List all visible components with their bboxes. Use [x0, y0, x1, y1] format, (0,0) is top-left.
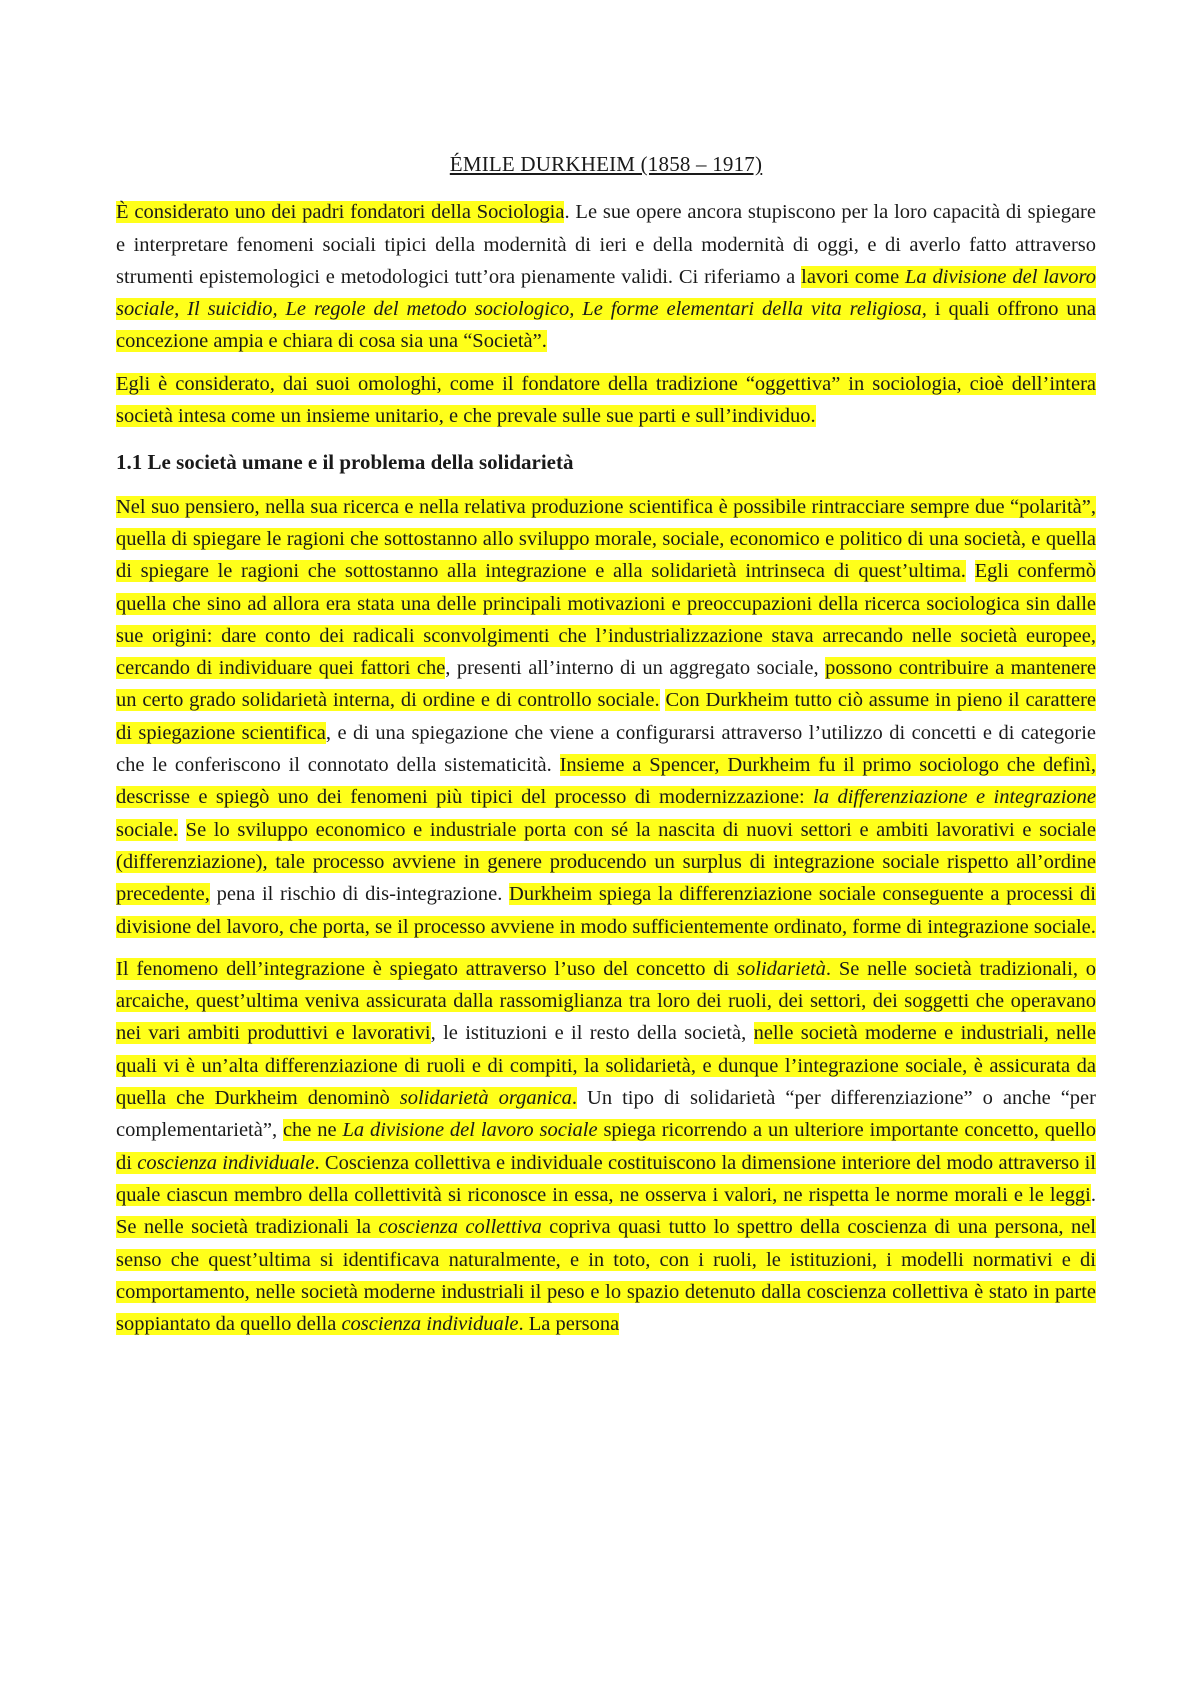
text-run — [966, 560, 975, 582]
highlighted-text: La divisione del lavoro sociale, Il suicidio, Le regole del metodo sociologico, Le forme elementari della vita religiosa, — [116, 265, 1096, 321]
text-run: , presenti all’interno di un aggregato sociale, — [445, 657, 826, 680]
highlighted-text: che ne — [282, 1119, 343, 1142]
document-body — [116, 148, 1096, 1350]
text-run — [178, 819, 186, 841]
highlighted-text: Nel suo pensiero, nella sua ricerca e nella relativa produzione scientifica è possibile rintracciare sempre due “polarità”, quella di spiegare le ragioni che sottostanno allo sviluppo morale, sociale, economico e politico di una società, e quella di spiegare le ragioni che sottostanno alla integrazione e alla solidarietà intrinseca di quest’ultima. — [116, 495, 1096, 583]
text-run: . Le sue opere ancora stupiscono per la loro capacità di spiegare e interpretare fenomeni sociali tipici della modernità di ieri e della modernità di oggi, e di averlo fatto attraverso strumenti epistemologici e metodologici tutt’ora pienamente validi. Ci riferiamo a — [116, 201, 1096, 288]
highlighted-text: i quali offrono una concezione ampia e chiara di cosa sia una “Società”. — [116, 298, 1096, 353]
text-run: Un tipo di solidarietà “per differenziazione” o anche “per complementarietà”, — [116, 1087, 1096, 1142]
text-run: , le istituzioni e il resto della società, — [430, 1022, 754, 1045]
highlighted-text: . Se nelle società tradizionali, o arcaiche, quest’ultima veniva assicurata dalla rassomiglianza tra loro dei ruoli, dei settori, dei soggetti che operavano nei vari ambiti produttivi e lavorativi — [116, 957, 1097, 1045]
highlighted-text: coscienza individuale — [341, 1313, 519, 1336]
highlighted-text: solidarietà organica — [399, 1087, 572, 1110]
highlighted-text: . La persona — [518, 1313, 620, 1336]
highlighted-text: nelle società moderne e industriali, nelle quali vi è un’alta differenziazione di ruoli e di compiti, la solidarietà, e dunque l’integrazione sociale, è assicurata da quella che Durkheim denominò — [116, 1022, 1097, 1110]
highlighted-text: tale processo avviene in genere producendo un surplus di integrazione sociale rispetto all’ordine precedente, — [116, 850, 1096, 906]
highlighted-text: solidarietà — [737, 957, 826, 980]
highlighted-text: Il fenomeno dell’integrazione è spiegato attraverso l’uso del concetto di — [116, 957, 738, 980]
highlighted-text: Se nelle società tradizionali la — [116, 1216, 379, 1239]
highlighted-text: possono contribuire a mantenere un certo grado solidarietà interna, di ordine e di controllo sociale. — [116, 657, 1096, 712]
document-title: ÉMILE DURKHEIM (1858 – 1917) — [449, 152, 763, 176]
highlighted-text: coscienza collettiva — [378, 1216, 542, 1239]
section-heading: 1.1 Le società umane e il problema della solidarietà — [116, 450, 574, 475]
paragraph-objective-tradition — [116, 368, 1096, 433]
highlighted-text: . Coscienza collettiva e individuale costituiscono la dimensione interiore del modo attraverso il quale ciascun membro della collettività si riconosce in essa, ne osserva i valori, ne rispetta le norme morali e le leggi — [116, 1151, 1096, 1206]
highlighted-text: la differenziazione e integrazione — [813, 786, 1096, 809]
highlighted-text: Durkheim spiega la differenziazione sociale conseguente a processi di divisione del lavoro, che porta, se il processo avviene in modo sufficientemente ordinato, forme di integrazione sociale. — [116, 883, 1097, 938]
text-run: pena il rischio di dis-integrazione. — [209, 883, 510, 906]
text-run: . — [1090, 1183, 1096, 1206]
highlighted-text: La divisione del lavoro sociale — [342, 1119, 598, 1142]
highlighted-text: spiega ricorrendo a un ulteriore importante concetto, quello di — [116, 1119, 1097, 1174]
highlighted-text: nel senso che quest’ultima si identificava naturalmente, e in toto, con i ruoli, le istituzioni, i modelli normativi e di comportamento, nelle società moderne industriali il peso e lo spazio detenuto dalla coscienza collettiva è stato in parte soppiantato da quello della — [116, 1216, 1096, 1336]
highlighted-text: sociale. — [116, 818, 179, 841]
paragraph-integration — [116, 953, 1096, 1341]
highlighted-text: Con Durkheim tutto ciò assume in pieno il carattere di spiegazione scientifica — [116, 689, 1097, 744]
paragraph-intro — [116, 196, 1096, 357]
highlighted-text: coscienza individuale — [137, 1151, 315, 1174]
highlighted-text: copriva quasi tutto lo spettro della coscienza di una persona, — [541, 1216, 1064, 1239]
highlighted-text: Se lo sviluppo economico e industriale porta con sé la nascita di nuovi settori e ambiti lavorativi e sociale (differenziazione), — [116, 818, 1096, 873]
highlighted-text: . — [571, 1087, 577, 1110]
highlighted-text: È considerato uno dei padri fondatori della Sociologia — [116, 201, 565, 224]
highlighted-text: Egli confermò quella che sino ad allora era stata una delle principali motivazioni e preoccupazioni della ricerca sociologica sin dalle sue origini: dare conto dei radicali sconvolgimenti che l’industrializzazione stava arrecando nelle società europee, cercando di individuare quei fattori che — [116, 560, 1097, 680]
highlighted-text: lavori come — [801, 265, 906, 288]
highlighted-text: Egli è considerato, dai suoi omologhi, come il fondatore della tradizione “oggettiva” in sociologia, cioè dell’intera società intesa come un insieme unitario, e che prevale sulle sue parti e sull’individuo. — [116, 372, 1096, 428]
text-run: , e di una spiegazione che viene a configurarsi attraverso l’utilizzo di concetti e di categorie che le conferiscono il connotato della sistematicità. — [116, 721, 1096, 777]
highlighted-text: Insieme a Spencer, Durkheim fu il primo sociologo che definì, descrisse e spiegò uno dei fenomeni più tipici del processo di modernizzazione: — [116, 754, 1096, 809]
paragraph-polarities — [116, 491, 1096, 943]
